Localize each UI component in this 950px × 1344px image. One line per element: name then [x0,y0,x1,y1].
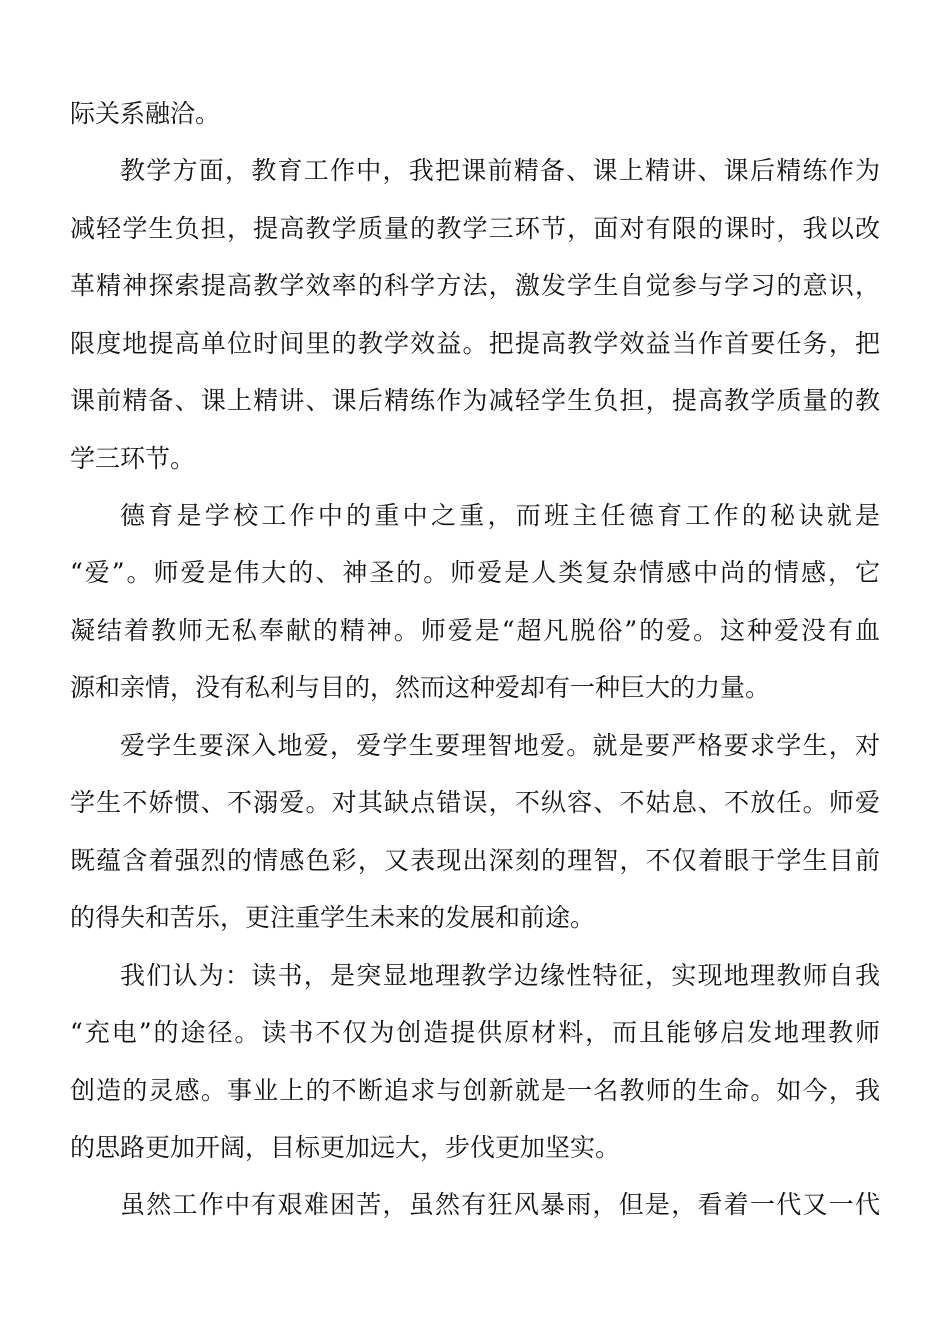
paragraph-3-line-2: “爱”。师爱是伟大的、神圣的。师爱是人类复杂情感中尚的情感，它 [70,558,880,587]
paragraph-3-line-4: 源和亲情，没有私利与目的，然而这种爱却有一种巨大的力量。 [70,673,771,702]
paragraph-6-line-1: 虽然工作中有艰难困苦，虽然有狂风暴雨，但是，看着一代又一代 [120,1190,880,1219]
paragraph-5-line-1: 我们认为：读书，是突显地理教学边缘性特征，实现地理教师自我 [120,961,880,990]
paragraph-2-line-6: 学三环节。 [70,444,196,473]
paragraph-2-line-4: 限度地提高单位时间里的教学效益。把提高教学效益当作首要任务，把 [70,329,880,358]
paragraph-2-line-1: 教学方面，教育工作中，我把课前精备、课上精讲、课后精练作为 [120,156,880,185]
paragraph-3-line-3: 凝结着教师无私奉献的精神。师爱是“超凡脱俗”的爱。这种爱没有血 [70,616,880,645]
paragraph-2-line-5: 课前精备、课上精讲、课后精练作为减轻学生负担，提高教学质量的教 [70,386,880,415]
paragraph-4-line-3: 既蕴含着强烈的情感色彩，又表现出深刻的理智，不仅着眼于学生目前 [70,846,880,875]
paragraph-3-line-1: 德育是学校工作中的重中之重，而班主任德育工作的秘诀就是 [120,501,880,530]
paragraph-4-line-4: 的得失和苦乐，更注重学生未来的发展和前途。 [70,903,596,932]
paragraph-2-line-3: 革精神探索提高教学效率的科学方法，激发学生自觉参与学习的意识， [70,271,880,300]
paragraph-5-line-4: 的思路更加开阔，目标更加远大，步伐更加坚实。 [70,1133,621,1162]
paragraph-2-line-2: 减轻学生负担，提高教学质量的教学三环节，面对有限的课时，我以改 [70,214,880,243]
paragraph-4-line-1: 爱学生要深入地爱，爱学生要理智地爱。就是要严格要求学生，对 [120,731,880,760]
paragraph-1-line-1: 际关系融洽。 [70,99,221,128]
paragraph-5-line-2: “充电”的途径。读书不仅为创造提供原材料，而且能够启发地理教师 [70,1018,880,1047]
paragraph-5-line-3: 创造的灵感。事业上的不断追求与创新就是一名教师的生命。如今，我 [70,1076,880,1105]
paragraph-4-line-2: 学生不娇惯、不溺爱。对其缺点错误，不纵容、不姑息、不放任。师爱 [70,788,880,817]
